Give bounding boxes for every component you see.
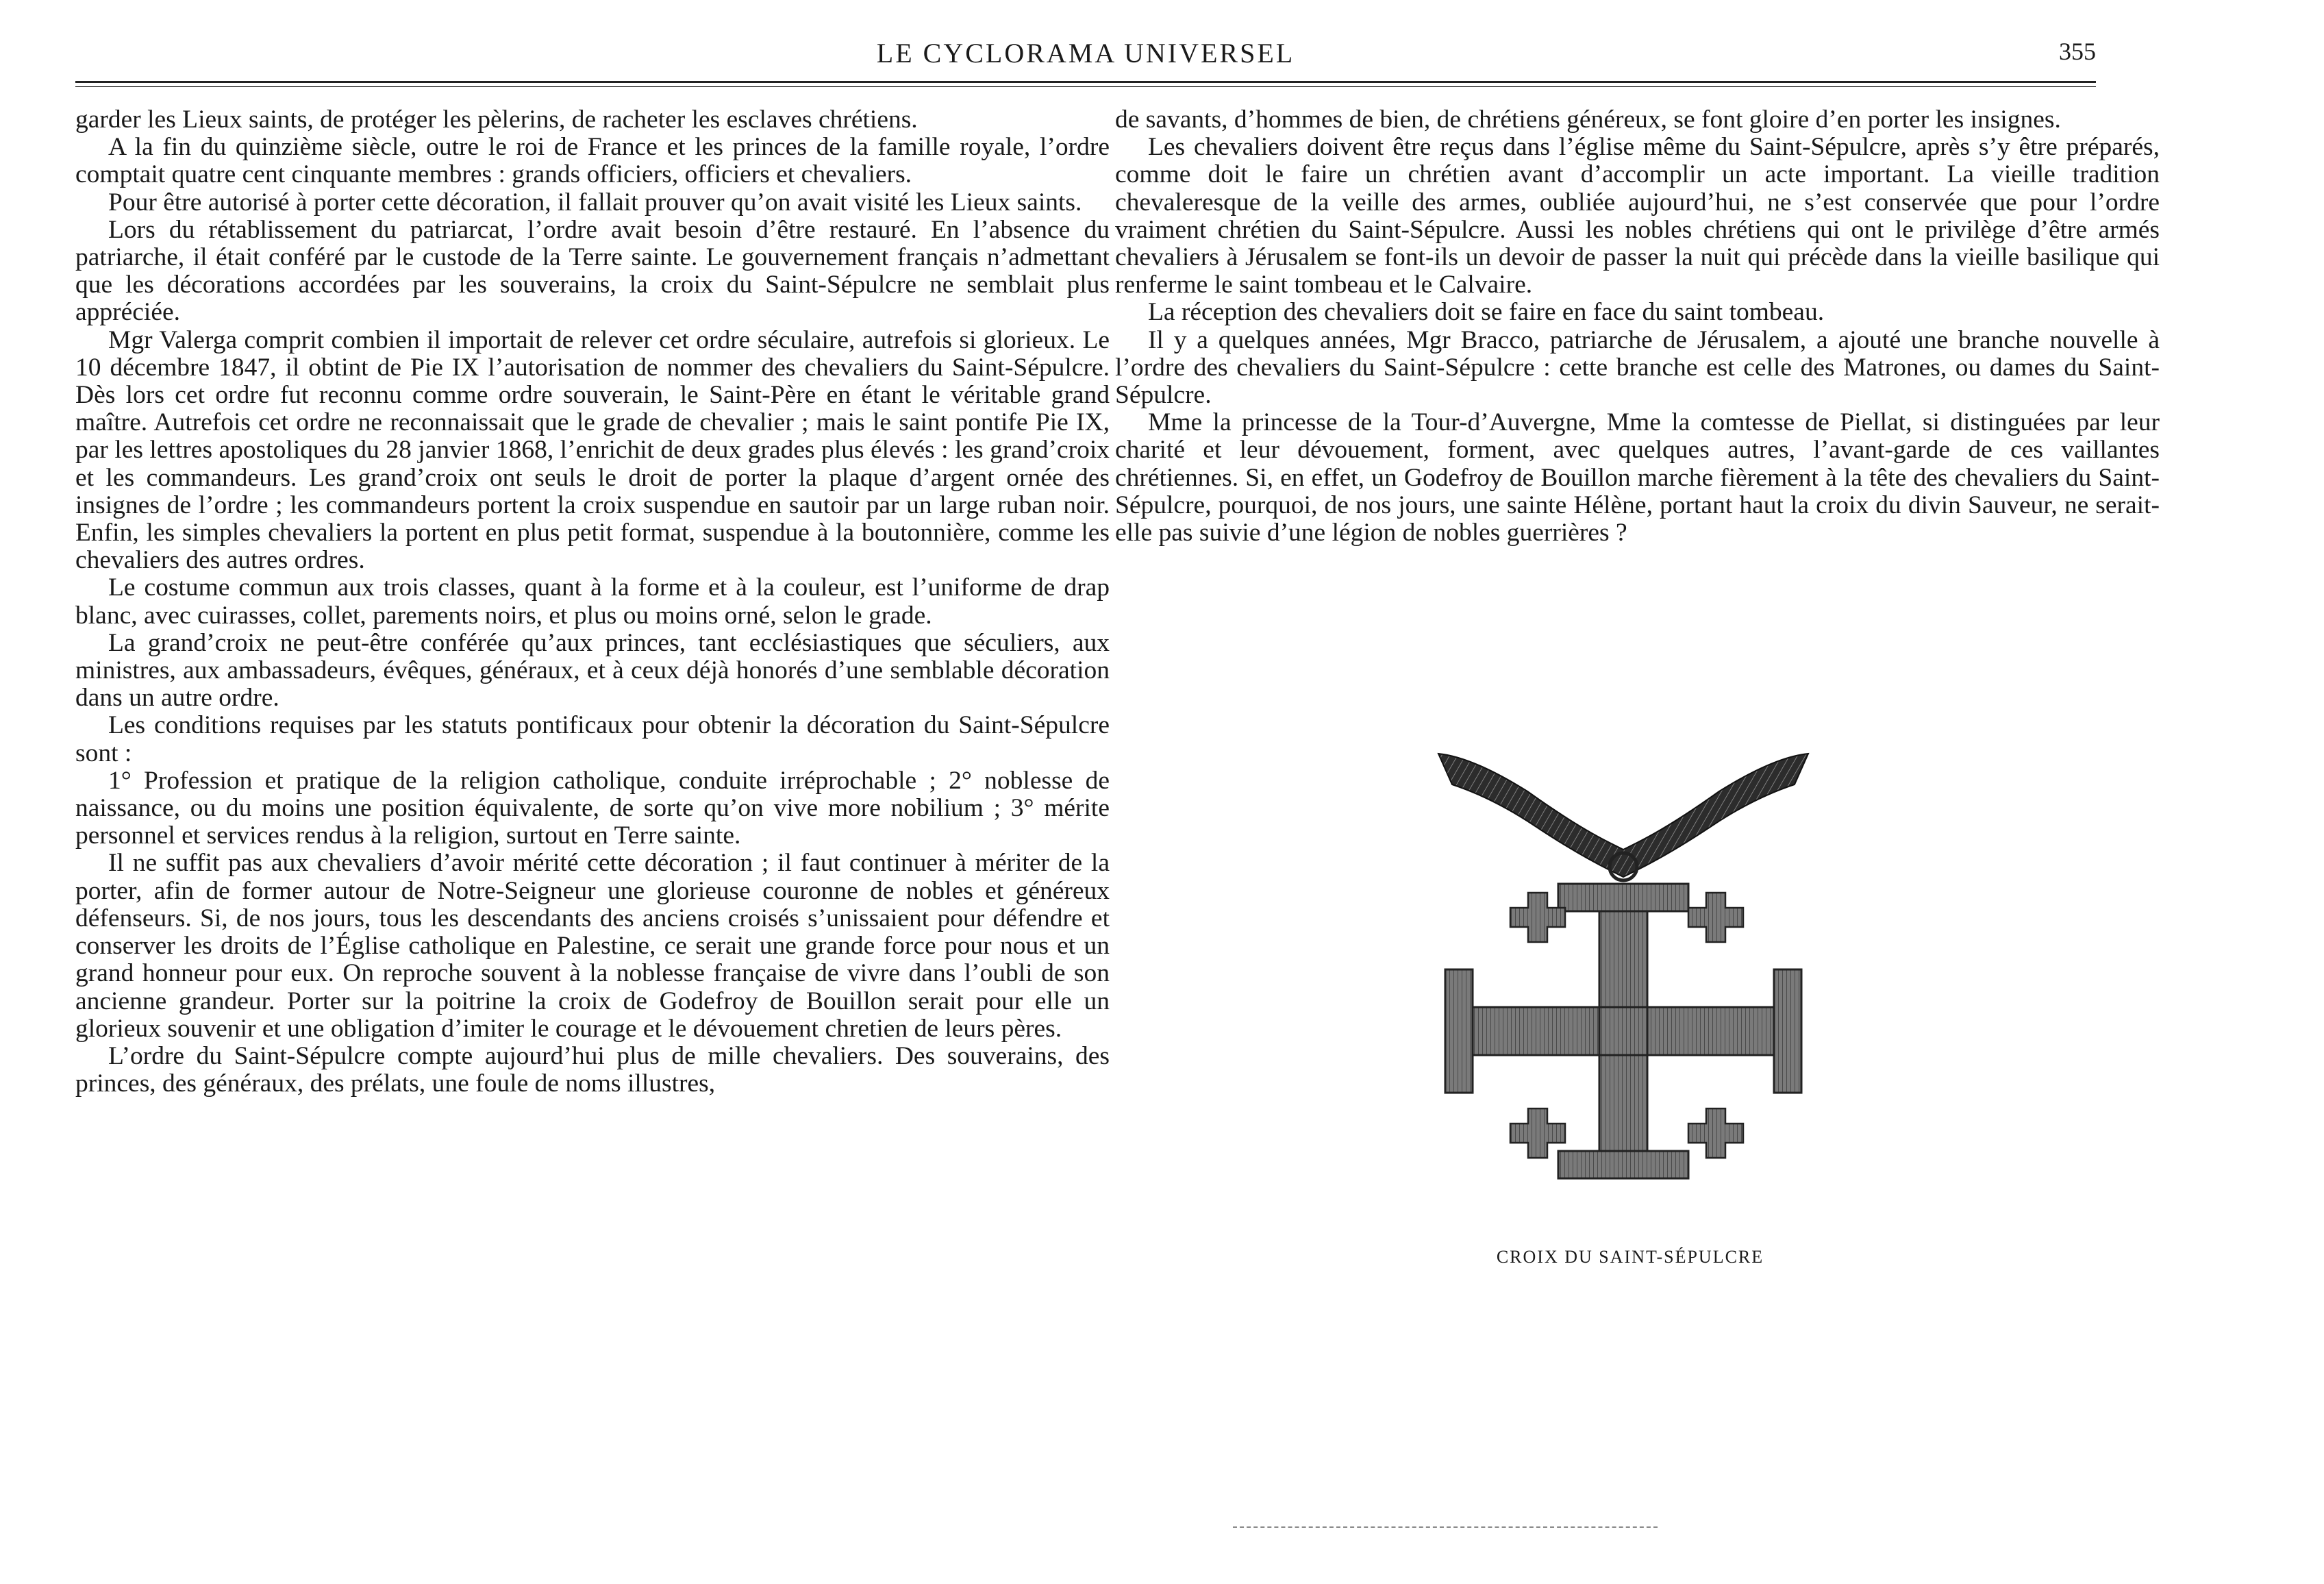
paragraph: Il ne suffit pas aux chevaliers d’avoir mérité cette décoration ; il faut continuer à mériter de la porter, afin de former autour de Notre-Seigneur une glorieuse couronne de nobles et généreux défenseurs. Si, de nos jours, tous les descendants des anciens croisés s’unissaient pour défendre et conserver les droits de l’Église catholique en Palestine, ce serait une grande force pour nous et un grand honneur pour eux. On reproche souvent à la noblesse française de vivre dans l’oubli de son ancienne grandeur. Porter sur la poitrine la croix de Godefroy de Bouillon serait pour elle un glorieux souvenir et une obligation d’imiter le courage et le dévouement chretien de leurs pères. <box>75 849 1110 1043</box>
paragraph: Mgr Valerga comprit combien il importait de relever cet ordre séculaire, autrefois si glorieux. Le 10 décembre 1847, il obtint de Pie IX l’autorisation de nommer des chevaliers du Saint-Sépulcre. Dès lors cet ordre fut reconnu comme ordre souverain, le Saint-Père en étant le véritable grand maître. Autrefois cet ordre ne reconnaissait que le grade de chevalier ; mais le saint pontife Pie IX, par les lettres apostoliques du 28 janvier 1868, l’enrichit de deux grades plus élevés : les grand’croix et les commandeurs. Les grand’croix ont seuls le droit de porter la plaque d’argent ornée des insignes de l’ordre ; les commandeurs portent la croix suspendue en sautoir par un large ruban noir. Enfin, les simples chevaliers la portent en plus petit format, suspendue à la boutonnière, comme les chevaliers des autres ordres. <box>75 325 1110 575</box>
paragraph: Il y a quelques années, Mgr Bracco, patriarche de Jérusalem, a ajouté une branche nouvelle à l’ordre des chevaliers du Saint-Sépulcre : cette branche est celle des Matrones, ou dames du Saint-Sépulcre. <box>1115 325 2160 410</box>
paragraph: A la fin du quinzième siècle, outre le roi de France et les princes de la famille royale, l’ordre comptait quatre cent cinquante membres : grands officiers, officiers et chevaliers. <box>75 133 1110 189</box>
paragraph-conditions: 1° Profession et pratique de la religion catholique, conduite irréprochable ; 2° noblesse de naissance, ou du moins une position équivalente, de sorte qu’on vive more nobilium ; 3° mérite personnel et services rendus à la religion, surtout en Terre sainte. <box>75 766 1110 850</box>
running-header <box>75 27 2096 82</box>
cross-illustration <box>1425 743 1822 1237</box>
header-rule-thin <box>75 86 2096 87</box>
jerusalem-cross-icon <box>1425 743 1822 1237</box>
paragraph: Les conditions requises par les statuts pontificaux pour obtenir la décoration du Saint-Sépulcre sont : <box>75 711 1110 767</box>
paragraph: La réception des chevaliers doit se faire en face du saint tombeau. <box>1148 298 1825 327</box>
figure-caption: CROIX DU SAINT-SÉPULCRE <box>1496 1247 1764 1267</box>
paragraph: La grand’croix ne peut-être conférée qu’aux princes, tant ecclésiastiques que séculiers, aux ministres, aux ambassadeurs, évêques, généraux, et à ceux déjà honorés d’une semblable décoration dans un autre ordre. <box>75 628 1110 713</box>
page-number: 355 <box>2059 38 2096 65</box>
paragraph: garder les Lieux saints, de protéger les pèlerins, de racheter les esclaves chrétiens. <box>75 106 918 134</box>
header-rule-thick <box>75 81 2096 83</box>
paragraph: Lors du rétablissement du patriarcat, l’ordre avait besoin d’être restauré. En l’absence du patriarche, il était conféré par le custode de la Terre sainte. Le gouvernement français n’admettant que les décorations accordées par les souverains, la croix du Saint-Sépulcre ne semblait plus appréciée. <box>75 215 1110 327</box>
paragraph: L’ordre du Saint-Sépulcre compte aujourd’hui plus de mille chevaliers. Des souverains, des princes, des généraux, des prélats, une foule de noms illustres, <box>75 1041 1110 1098</box>
paragraph: Le costume commun aux trois classes, quant à la forme et à la couleur, est l’uniforme de drap blanc, avec cuirasses, collet, parements noirs, et plus ou moins orné, selon le grade. <box>75 573 1110 630</box>
footer-dashes <box>1233 1526 1658 1528</box>
paragraph: de savants, d’hommes de bien, de chrétiens généreux, se font gloire d’en porter les insignes. <box>1115 106 2061 134</box>
left-column <box>75 106 1110 1098</box>
paragraph: Pour être autorisé à porter cette décoration, il fallait prouver qu’on avait visité les Lieux saints. <box>108 188 1082 216</box>
right-column <box>1115 106 2160 547</box>
paragraph: Les chevaliers doivent être reçus dans l’église même du Saint-Sépulcre, après s’y être préparés, comme doit le faire un chrétien avant d’accomplir un acte important. La vieille tradition chevaleresque de la veille des armes, oubliée aujourd’hui, ne s’est conservée que pour l’ordre vraiment chrétien du Saint-Sépulcre. Aussi les nobles chrétiens qui ont le privilège d’être armés chevaliers à Jérusalem se font-ils un devoir de passer la nuit qui précède dans la vieille basilique qui renferme le saint tombeau et le Calvaire. <box>1115 133 2160 299</box>
journal-title: LE CYCLORAMA UNIVERSEL <box>876 38 1295 69</box>
paragraph: Mme la princesse de la Tour-d’Auvergne, Mme la comtesse de Piellat, si distinguées par leur charité et leur dévouement, forment, avec quelques autres, l’avant-garde de ces vaillantes chrétiennes. Si, en effet, un Godefroy de Bouillon marche fièrement à la tête des chevaliers du Saint-Sépulcre, pourquoi, de nos jours, une sainte Hélène, portant haut la croix du divin Sauveur, ne serait-elle pas suivie d’une légion de nobles guerrières ? <box>1115 408 2160 547</box>
